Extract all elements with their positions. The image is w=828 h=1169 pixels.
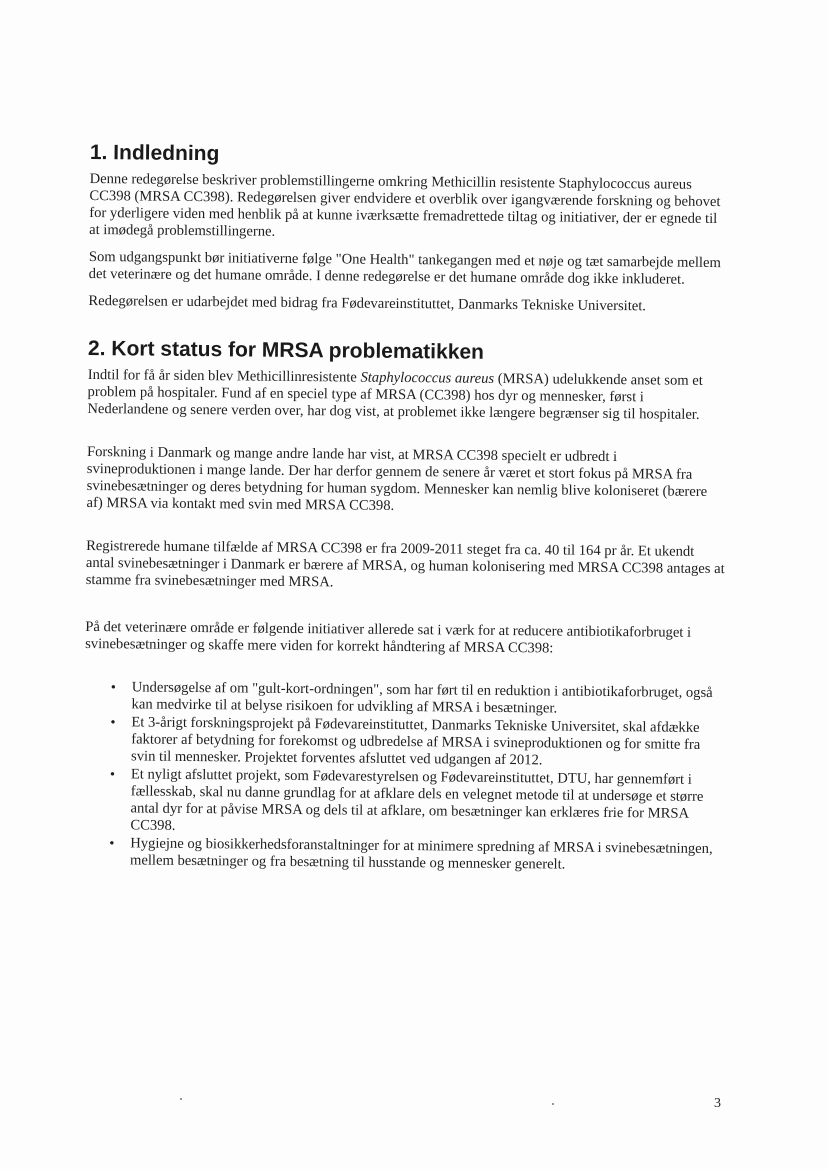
bullet-icon: • xyxy=(109,680,117,695)
section-1-paragraph-1: Denne redegørelse beskriver problemstillingerne omkring Methicillin resistente Staphylococcus aureus CC398 (MRSA CC398). Redegørelsen giver endvidere et overblik over igangværende forskning og behovet for yderligere viden med henblik på at kunne iværksætte fremadrettede tiltag og initiativer, der er egnede til at imødegå problemstillingerne. xyxy=(89,171,721,240)
section-1-paragraph-3: Redegørelsen er udarbejdet med bidrag fra Fødevareinstituttet, Danmarks Tekniske Universitet. xyxy=(88,293,647,315)
list-item-text: Undersøgelse af om "gult-kort-ordningen", som har ført til en reduktion i antibiotikaforbruget, også kan medvirke til at belyse risikoen for udvikling af MRSA i besætninger. xyxy=(131,679,713,717)
page-content xyxy=(83,140,730,876)
section-2-heading: 2. Kort status for MRSA problematikken xyxy=(87,337,485,364)
initiatives-list xyxy=(83,679,725,875)
section-2-paragraph-1 xyxy=(87,367,727,424)
section-2-p1-text-end: (MRSA) udelukkende anset som et problem på hospitaler. Fund af en speciel type af MRSA (CC398) hos dyr og mennesker, først i Nederlandene og senere verden over, har dog vist, at problemet ikke længere begrænser sig til hospitaler. xyxy=(87,371,703,424)
section-2-p1-text-start: Indtil for få år siden blev Methicillinresistente xyxy=(87,367,361,386)
list-item xyxy=(109,714,724,772)
section-2-paragraph-4: På det veterinære område er følgende initiativer allerede sat i værk for at reducere antibiotikaforbruget i svinebesætninger og skaffe mere viden for korrekt håndtering af MRSA CC398: xyxy=(85,619,692,657)
bullet-icon: • xyxy=(108,767,117,782)
list-item xyxy=(108,835,723,876)
list-item xyxy=(109,679,724,720)
list-item-text: Hygiejne og biosikkerhedsforanstaltninger for at minimere spredning af MRSA i svinebesætningen, mellem besætninger og fra besætning til husstande og mennesker generelt. xyxy=(130,835,713,873)
species-name-italic: Staphylococcus aureus xyxy=(360,369,495,388)
list-item-text: Et nyligt afsluttet projekt, som Fødevarestyrelsen og Fødevareinstituttet, DTU, har gennemført i fællesskab, skal nu danne grundlag for at afklare dels en velegnet metode til at undersøge et større antal dyr for at påvise MRSA og dels til at afklare, om besætninger kan erklæres frie for MRSA CC398. xyxy=(130,766,704,835)
section-2-paragraph-3: Registrerede humane tilfælde af MRSA CC398 er fra 2009-2011 steget fra ca. 40 til 164 pr år. Et ukendt antal svinebesætninger i Danmark er bærere af MRSA, og human kolonisering med MRSA CC398 antages at stamme fra svinebesætninger med MRSA. xyxy=(85,538,725,591)
scan-speck xyxy=(180,1098,182,1100)
bullet-icon: • xyxy=(108,836,116,851)
page-number: 3 xyxy=(714,1096,721,1111)
section-2-paragraph-2: Forskning i Danmark og mange andre lande har vist, at MRSA CC398 specielt er udbredt i svineproduktionen i mange lande. Der har derfor gennem de senere år været et stort fokus på MRSA fra svinebesætninger og deres betydning for human sygdom. Mennesker kan nemlig blive koloniseret (bærere af) MRSA via kontakt med svin med MRSA CC398. xyxy=(86,444,708,515)
section-1-heading: 1. Indledning xyxy=(89,140,220,166)
list-item xyxy=(108,766,724,841)
scan-speck xyxy=(552,1103,554,1105)
list-item-text: Et 3-årigt forskningsprojekt på Fødevareinstituttet, Danmarks Tekniske Universitet, skal afdække faktorer af betydning for forekomst og udbredelse af MRSA i svineproduktionen og for smitte fra svin til mennesker. Projektet forventes afsluttet ved udgangen af 2012. xyxy=(131,714,701,769)
section-1-paragraph-2: Som udgangspunkt bør initiativerne følge "One Health" tankegangen med et nøje og tæt samarbejde mellem det veterinære og det humane område. I denne redegørelse er det humane område dog ikke inkluderet. xyxy=(88,249,721,288)
bullet-icon: • xyxy=(109,715,117,730)
